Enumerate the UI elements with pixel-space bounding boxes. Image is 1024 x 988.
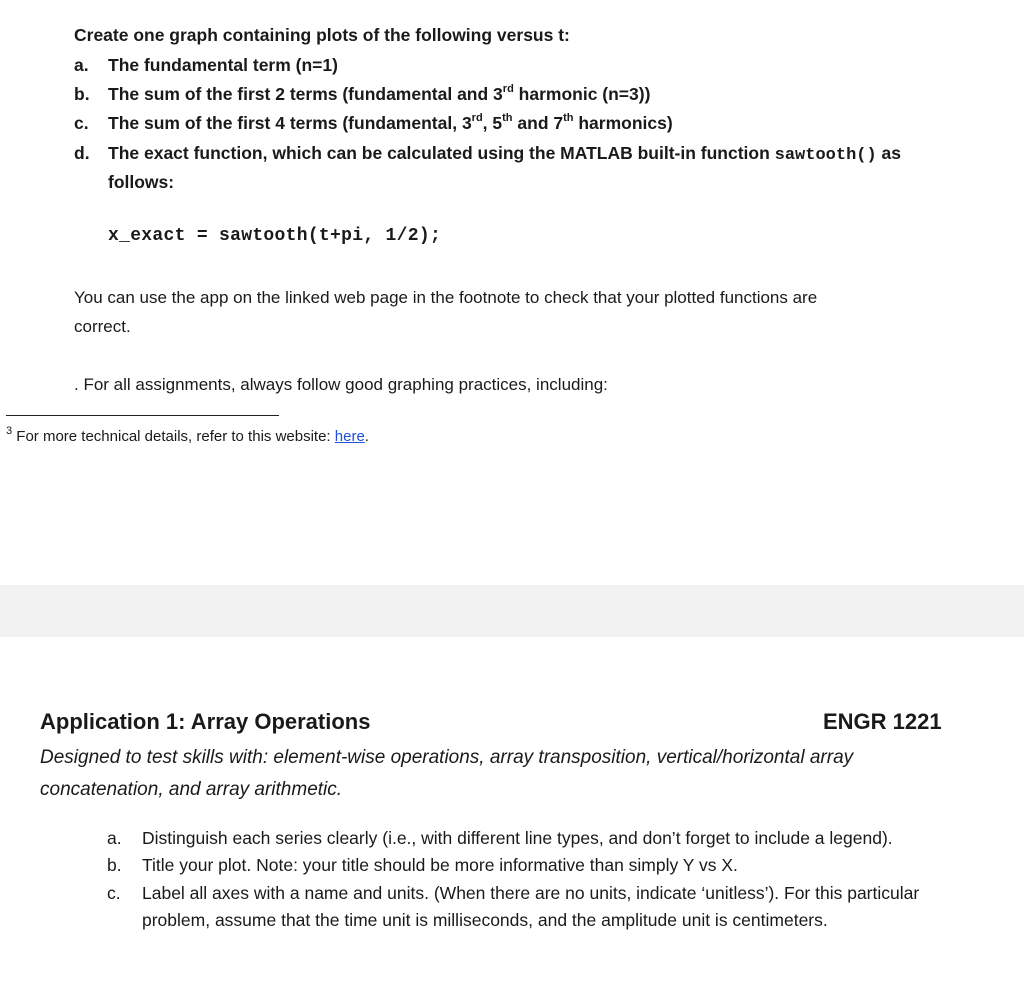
list-item-d — [74, 142, 901, 167]
list-text: The fundamental term (n=1) — [108, 55, 338, 75]
list-text: Distinguish each series clearly (i.e., with different line types, and don’t forget to include a legend). — [142, 828, 893, 848]
list-label: a. — [74, 55, 89, 75]
assignment-intro: Create one graph containing plots of the following versus t: — [74, 25, 570, 45]
list-text: The sum of the first 2 terms (fundamental and 3rd harmonic (n=3)) — [108, 83, 651, 104]
footnote-divider — [6, 415, 279, 416]
list-item-b — [74, 83, 650, 105]
list-text: Label all axes with a name and units. (When there are no units, indicate ‘unitless’). For this particular problem, assume that the time unit is milliseconds, and the amplitude unit is centimeters. — [142, 883, 920, 930]
list-item-d-continuation: follows: — [108, 172, 175, 192]
application-title: Application 1: Array Operations — [40, 709, 371, 734]
list-label: b. — [74, 84, 90, 104]
requirement-item-c — [107, 880, 942, 934]
application-description: Designed to test skills with: element-wise operations, array transposition, vertical/horizontal array concatenation, and array arithmetic. — [40, 747, 854, 800]
paragraph-graphing-practices: . For all assignments, always follow good graphing practices, including: — [74, 375, 608, 394]
list-text: Title your plot. Note: your title should be more informative than simply Y vs X. — [142, 855, 738, 875]
list-label: a. — [107, 828, 122, 848]
list-text: The sum of the first 4 terms (fundamental, 3rd, 5th and 7th harmonics) — [108, 112, 673, 133]
course-code: ENGR 1221 — [823, 709, 942, 734]
list-label: b. — [107, 855, 122, 875]
list-label: c. — [107, 883, 121, 903]
footnote: $^3$ For more technical details, refer to this website: here. — [6, 425, 369, 445]
paragraph-app-note: You can use the app on the linked web page in the footnote to check that your plotted functions are correct. — [74, 288, 818, 336]
requirement-item-a — [107, 825, 942, 852]
inline-code: sawtooth() — [774, 146, 877, 165]
list-label: c. — [74, 113, 89, 133]
requirement-item-b — [107, 852, 942, 879]
list-label: d. — [74, 143, 90, 163]
page-gap — [0, 585, 1024, 637]
list-text: The exact function, which can be calculated using the MATLAB built-in function sawtooth() as — [108, 143, 902, 165]
list-item-c — [74, 112, 673, 134]
footnote-link[interactable]: here — [334, 428, 365, 445]
list-item-a — [74, 54, 338, 76]
code-line: x_exact = sawtooth(t+pi, 1/2); — [108, 226, 442, 246]
